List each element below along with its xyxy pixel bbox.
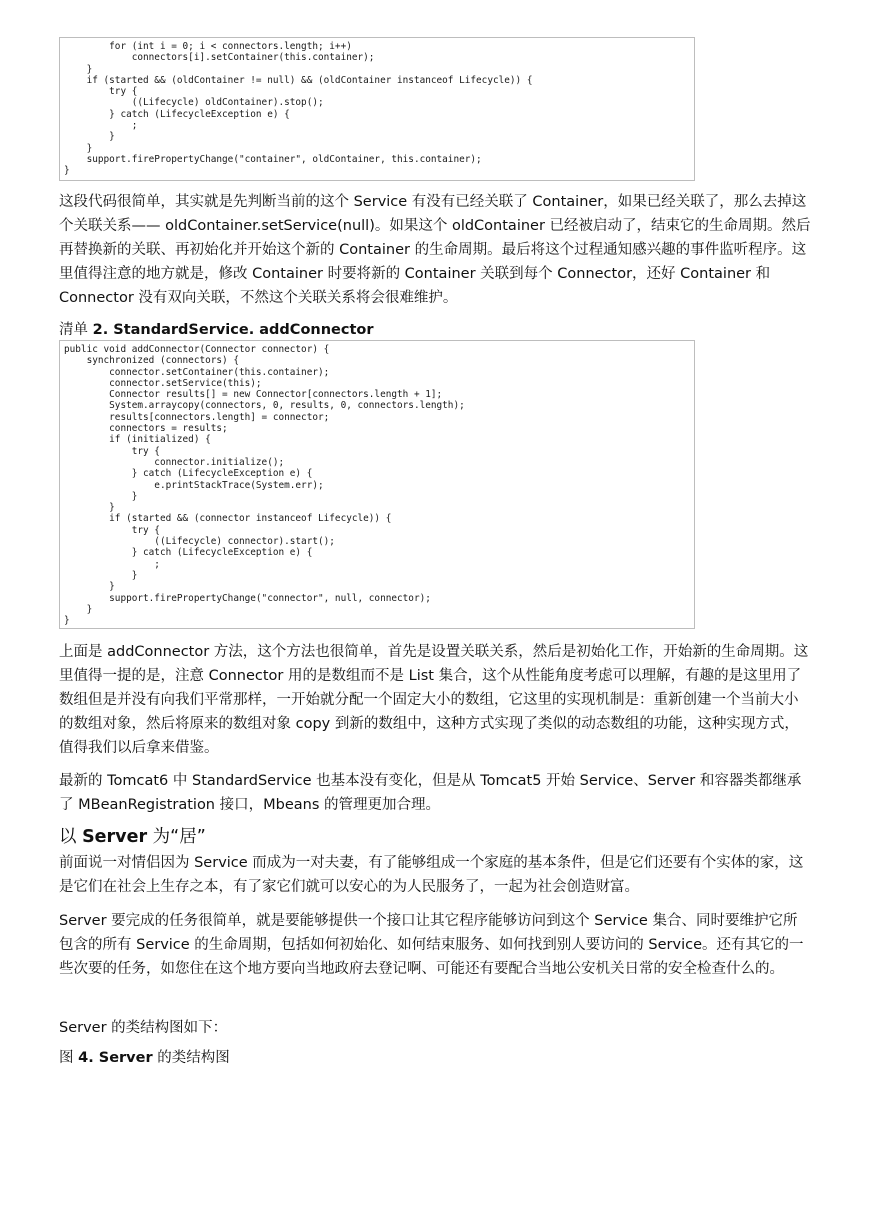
code-line: } (64, 63, 93, 75)
code-line: } (64, 490, 138, 502)
code-line: } catch (LifecycleException e) { (64, 108, 290, 120)
code-line: try { (64, 445, 160, 457)
code-line: } (64, 569, 138, 581)
code-line: } (64, 502, 115, 514)
code-line: for (int i = 0; i < connectors.length; i++) (64, 41, 352, 52)
code-line: } catch (LifecycleException e) { (64, 468, 313, 480)
code-line: if (started && (connector instanceof Lifecycle)) { (64, 513, 392, 525)
code-block-2 (59, 340, 695, 629)
listing-title: 2. StandardService. addConnector (92, 322, 374, 338)
code-line: connector.setService(this); (64, 377, 262, 389)
code-line: connectors[i].setContainer(this.container); (64, 52, 375, 64)
code-line: System.arraycopy(connectors, 0, results, 0, connectors.length); (64, 400, 465, 412)
code-line: connector.setContainer(this.container); (64, 366, 330, 378)
code-line: try { (64, 524, 160, 536)
figure-4-caption (59, 1046, 230, 1070)
code-line: results[connectors.length] = connector; (64, 411, 330, 423)
code-line: synchronized (connectors) { (64, 355, 239, 367)
heading-prefix: 以 (59, 827, 83, 847)
figure-suffix: 的类结构图 (152, 1050, 230, 1066)
code-line: ; (64, 120, 138, 132)
paragraph-1: 这段代码很简单，其实就是先判断当前的这个 Service 有没有已经关联了 Container，如果已经关联了，那么去掉这个关联关系—— oldContainer.setService(null)。如果这个 oldContainer 已经被启动了，结束它的生命周期。然后再替换新的关联、再初始化并开始这个新的 Container 的生命周期。最后将这个过程通知感兴趣的事件监听程序。这里值得注意的地方就是，修改 Container 时要将新的 Container 关联到每个 Connector，还好 Container 和 Connector 没有双向关联，不然这个关联关系将会很难维护。 (59, 194, 811, 306)
code-line: } (64, 142, 93, 154)
code-line: ; (64, 558, 160, 570)
code-line: } (64, 165, 70, 177)
code-line: support.firePropertyChange("connector", null, connector); (64, 592, 431, 604)
code-line: if (initialized) { (64, 434, 211, 446)
code-line: connectors = results; (64, 423, 228, 435)
code-line: e.printStackTrace(System.err); (64, 479, 324, 491)
listing-2-caption (59, 320, 374, 340)
figure-prefix: 图 (59, 1050, 79, 1066)
heading-bold: Server (82, 827, 148, 847)
code-line: support.firePropertyChange("container", oldContainer, this.container); (64, 153, 482, 165)
listing-prefix: 清单 (59, 322, 93, 338)
code-line: connector.initialize(); (64, 456, 285, 468)
code-line: if (started && (oldContainer != null) && (oldContainer instanceof Lifecycle)) { (64, 74, 533, 86)
paragraph-2: 上面是 addConnector 方法，这个方法也很简单，首先是设置关联关系，然后是初始化工作，开始新的生命周期。这里值得一提的是，注意 Connector 用的是数组而不是 List 集合，这个从性能角度考虑可以理解，有趣的是这里用了数组但是并没有向我们平常那样，一开始就分配一个固定大小的数组，它这里的实现机制是：重新创建一个当前大小的数组对象，然后将原来的数组对象 copy 到新的数组中，这种方式实现了类似的动态数组的功能，这种实现方式，值得我们以后拿来借鉴。 (59, 644, 809, 756)
paragraph-6: Server 的类结构图如下： (59, 1020, 228, 1036)
paragraph-5: Server 要完成的任务很简单，就是要能够提供一个接口让其它程序能够访问到这个 Service 集合、同时要维护它所包含的所有 Service 的生命周期，包括如何初始化、如何结束服务、如何找到别人要访问的 Service。还有其它的一些次要的任务，如您住在这个地方要向当地政府去登记啊、可能还有要配合当地公安机关日常的安全检查什么的。 (59, 913, 804, 977)
code-line: ((Lifecycle) connector).start(); (64, 536, 335, 548)
code-block-1 (59, 37, 695, 181)
paragraph-3: 最新的 Tomcat6 中 StandardService 也基本没有变化，但是从 Tomcat5 开始 Service、Server 和容器类都继承了 MBeanRegistration 接口，Mbeans 的管理更加合理。 (59, 773, 802, 813)
code-line: ((Lifecycle) oldContainer).stop(); (64, 97, 324, 109)
figure-title: 4. Server (78, 1050, 153, 1066)
paragraph-4: 前面说一对情侣因为 Service 而成为一对夫妻，有了能够组成一个家庭的基本条件，但是它们还要有个实体的家，这是它们在社会上生存之本，有了家它们就可以安心的为人民服务了，一起为社会创造财富。 (59, 855, 804, 895)
code-line: } (64, 615, 70, 627)
code-line: } catch (LifecycleException e) { (64, 547, 313, 559)
code-line: try { (64, 86, 138, 98)
code-line: } (64, 603, 93, 615)
code-line: public void addConnector(Connector connector) { (64, 344, 330, 355)
code-line: } (64, 581, 115, 593)
heading-suffix: 为“居” (147, 827, 206, 847)
code-line: } (64, 131, 115, 143)
section-heading (59, 825, 206, 849)
code-line: Connector results[] = new Connector[connectors.length + 1]; (64, 389, 443, 401)
